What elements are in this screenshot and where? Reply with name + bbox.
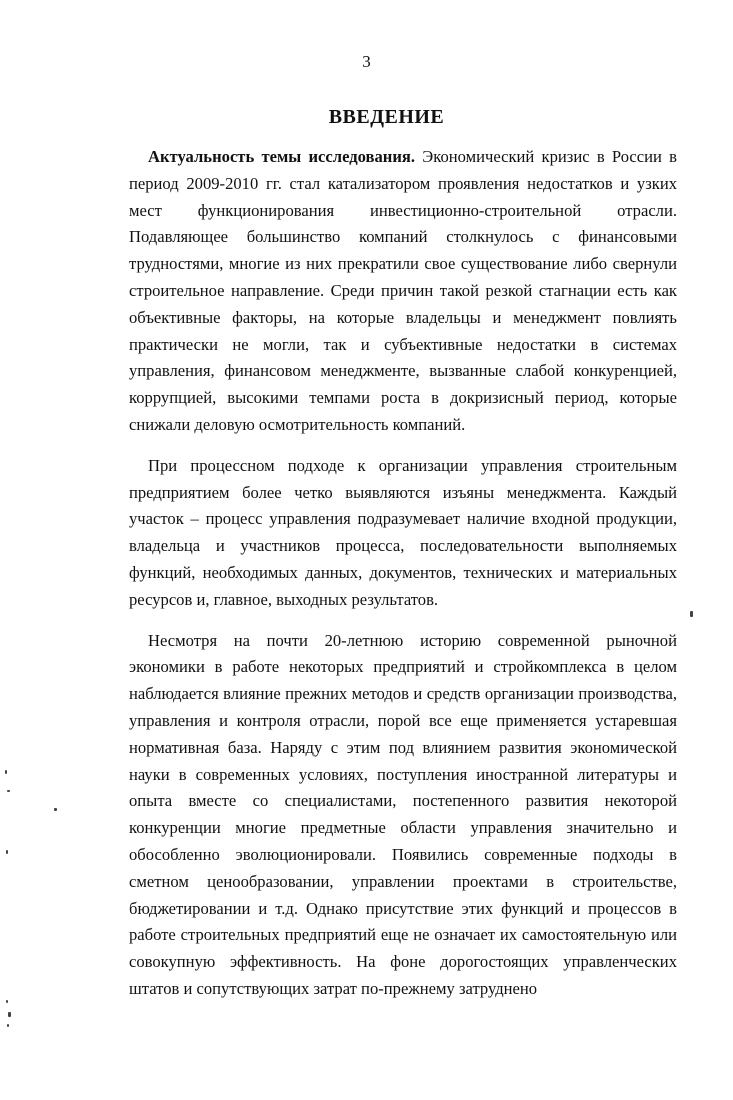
scan-speck [7,1024,9,1027]
paragraph-3 [129,628,677,1003]
scan-speck [690,611,693,617]
paragraph-text: Несмотря на почти 20-летнюю историю современной рыночной экономики в работе некоторых предприятий и стройкомплекса в целом наблюдается влияние прежних методов и средств организации производства, управления и контроля отрасли, порой все еще применяется устаревшая нормативная база. Наряду с этим под влиянием развития экономической науки в современных условиях, поступления иностранной литературы и опыта вместе со специалистами, постепенного развития некоторой конкуренции многие предметные области управления значительно и обособленно эволюционировали. Появились современные подходы в сметном ценообразовании, управлении проектами в строительстве, бюджетировании и т.д. Однако присутствие этих функций и процессов в работе строительных предприятий еще не означает их самостоятельную или совокупную эффективность. На фоне дорогостоящих управленческих штатов и сопутствующих затрат по-прежнему затруднено [129,630,677,998]
scan-speck [5,770,7,774]
paragraph-text: Экономический кризис в России в период 2009-2010 гг. стал катализатором проявления недостатков и узких мест функционирования инвестиционно-строительной отрасли. Подавляющее большинство компаний столкнулось с финансовыми трудностями, многие из них прекратили свое существование либо свернули строительное направление. Среди причин такой резкой стагнации есть как объективные факторы, на которые владельцы и менеджмент повлиять практически не могли, так и субъективные недостатки в системах управления, финансовом менеджменте, вызванные слабой конкуренцией, коррупцией, высокими темпами роста в докризисный период, которые снижали деловую осмотрительность компаний. [129,147,677,434]
paragraph-2 [129,453,677,614]
section-heading: ВВЕДЕНИЕ [328,106,445,128]
paragraph-1 [129,144,677,439]
paragraph-lead: Актуальность темы исследования. [148,147,416,166]
scan-speck [54,808,57,811]
scan-speck [6,850,8,854]
scan-speck [8,1012,11,1017]
paragraph-text: При процессном подходе к организации управления строительным предприятием более четко выявляются изъяны менеджмента. Каждый участок – процесс управления подразумевает наличие входной продукции, владельца и участников процесса, последовательности выполняемых функций, необходимых данных, документов, технических и материальных ресурсов и, главное, выходных результатов. [129,455,677,609]
document-body [129,144,677,1003]
scan-speck [6,1000,8,1003]
scan-speck [7,790,10,792]
page-number: 3 [362,52,371,71]
